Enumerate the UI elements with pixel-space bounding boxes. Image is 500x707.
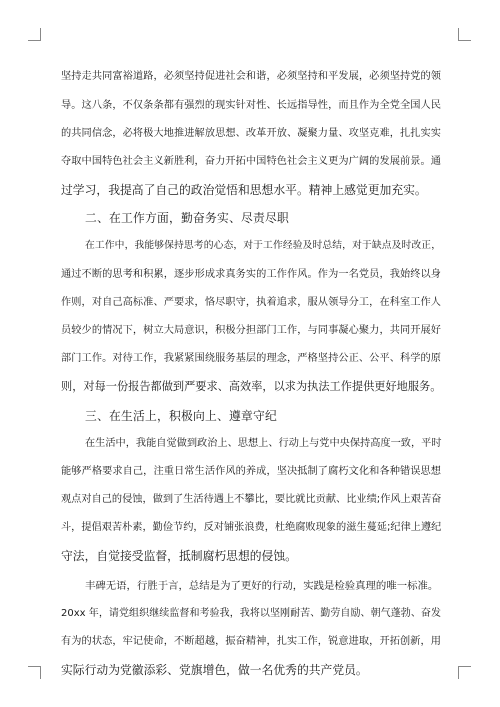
paragraph-line: 实际行动为党徽添彩、党旗增色，做一名优秀的共产党员。	[61, 663, 368, 677]
paragraph-line: 20xx 年，请党组织继续监督和考验我，我将以坚刚耐苦、勤劳自励、朝气蓬勃、奋发	[61, 608, 441, 619]
paragraph-line: 导。这八条，不仅条条都有强烈的现实针对性、长远指导性，而且作为全党全国人民	[61, 100, 441, 111]
paragraph-line: 通过不断的思考和积累，逐步形成求真务实的工作作风。作为一名党员，我始终以身	[61, 269, 441, 280]
paragraph-line: 在工作中，我能够保持思考的心态，对于工作经验及时总结，对于缺点及时改正，	[85, 240, 441, 251]
paragraph-line: 坚持走共同富裕道路，必须坚持促进社会和谐，必须坚持和平发展，必须坚持党的领	[61, 71, 441, 82]
paragraph-line: 部门工作。对待工作，我紧紧围绕服务基层的理念，严格坚持公正、公平、科学的原	[61, 353, 441, 364]
paragraph-line: 员较少的情况下，树立大局意识，积极分担部门工作，与同事凝心聚力，共同开展好	[61, 325, 441, 336]
section-heading: 二、在工作方面，勤奋务实、尽责尽职	[85, 211, 289, 225]
section-heading: 三、在生活上，积极向上、遵章守纪	[85, 409, 277, 423]
paragraph-line: 在生活中，我能自觉做到政治上、思想上、行动上与党中央保持高度一致，平时	[85, 438, 442, 449]
paragraph-line: 斗，提倡艰苦朴素，勤俭节约，反对铺张浪费，杜绝腐败现象的滋生蔓延;纪律上遵纪	[61, 522, 442, 533]
crop-mark-top-left	[28, 28, 41, 41]
paragraph-line: 过学习，我提高了自己的政治觉悟和思想水平。精神上感觉更加充实。	[61, 183, 427, 197]
paragraph-line: 丰碑无语，行胜于言，总结是为了更好的行动，实践是检验真理的唯一标准。	[85, 580, 439, 592]
crop-mark-top-right	[458, 28, 471, 41]
crop-mark-bottom-right	[458, 666, 471, 679]
paragraph-line: 作则，对自己高标准、严要求，恪尽职守，执着追求，服从领导分工，在科室工作人	[61, 297, 441, 308]
crop-mark-bottom-left	[28, 666, 41, 679]
paragraph-line: 则，对每一份报告都做到严要求、高效率，以求为执法工作提供更好地服务。	[61, 380, 442, 393]
paragraph-line: 的共同信念，必将极大地推进解放思想、改革开放、凝聚力量、攻坚克难，扎扎实实	[61, 128, 441, 139]
paragraph-line: 有为的状态，牢记使命，不断超越，振奋精神，扎实工作，锐意进取，开拓创新，用	[61, 636, 441, 647]
paragraph-line: 夺取中国特色社会主义新胜利，奋力开拓中国特色社会主义更为广阔的发展前景。通	[61, 156, 441, 167]
paragraph-line: 观点对自己的侵蚀，做到了生活待遇上不攀比，要比就比贡献、比业绩;作风上艰苦奋	[61, 494, 442, 505]
paragraph-line: 守法，自觉接受监督，抵制腐朽思想的侵蚀。	[61, 549, 297, 563]
paragraph-line: 能够严格要求自己，注重日常生活作风的养成，坚决抵制了腐朽文化和各种错误思想	[61, 466, 441, 477]
